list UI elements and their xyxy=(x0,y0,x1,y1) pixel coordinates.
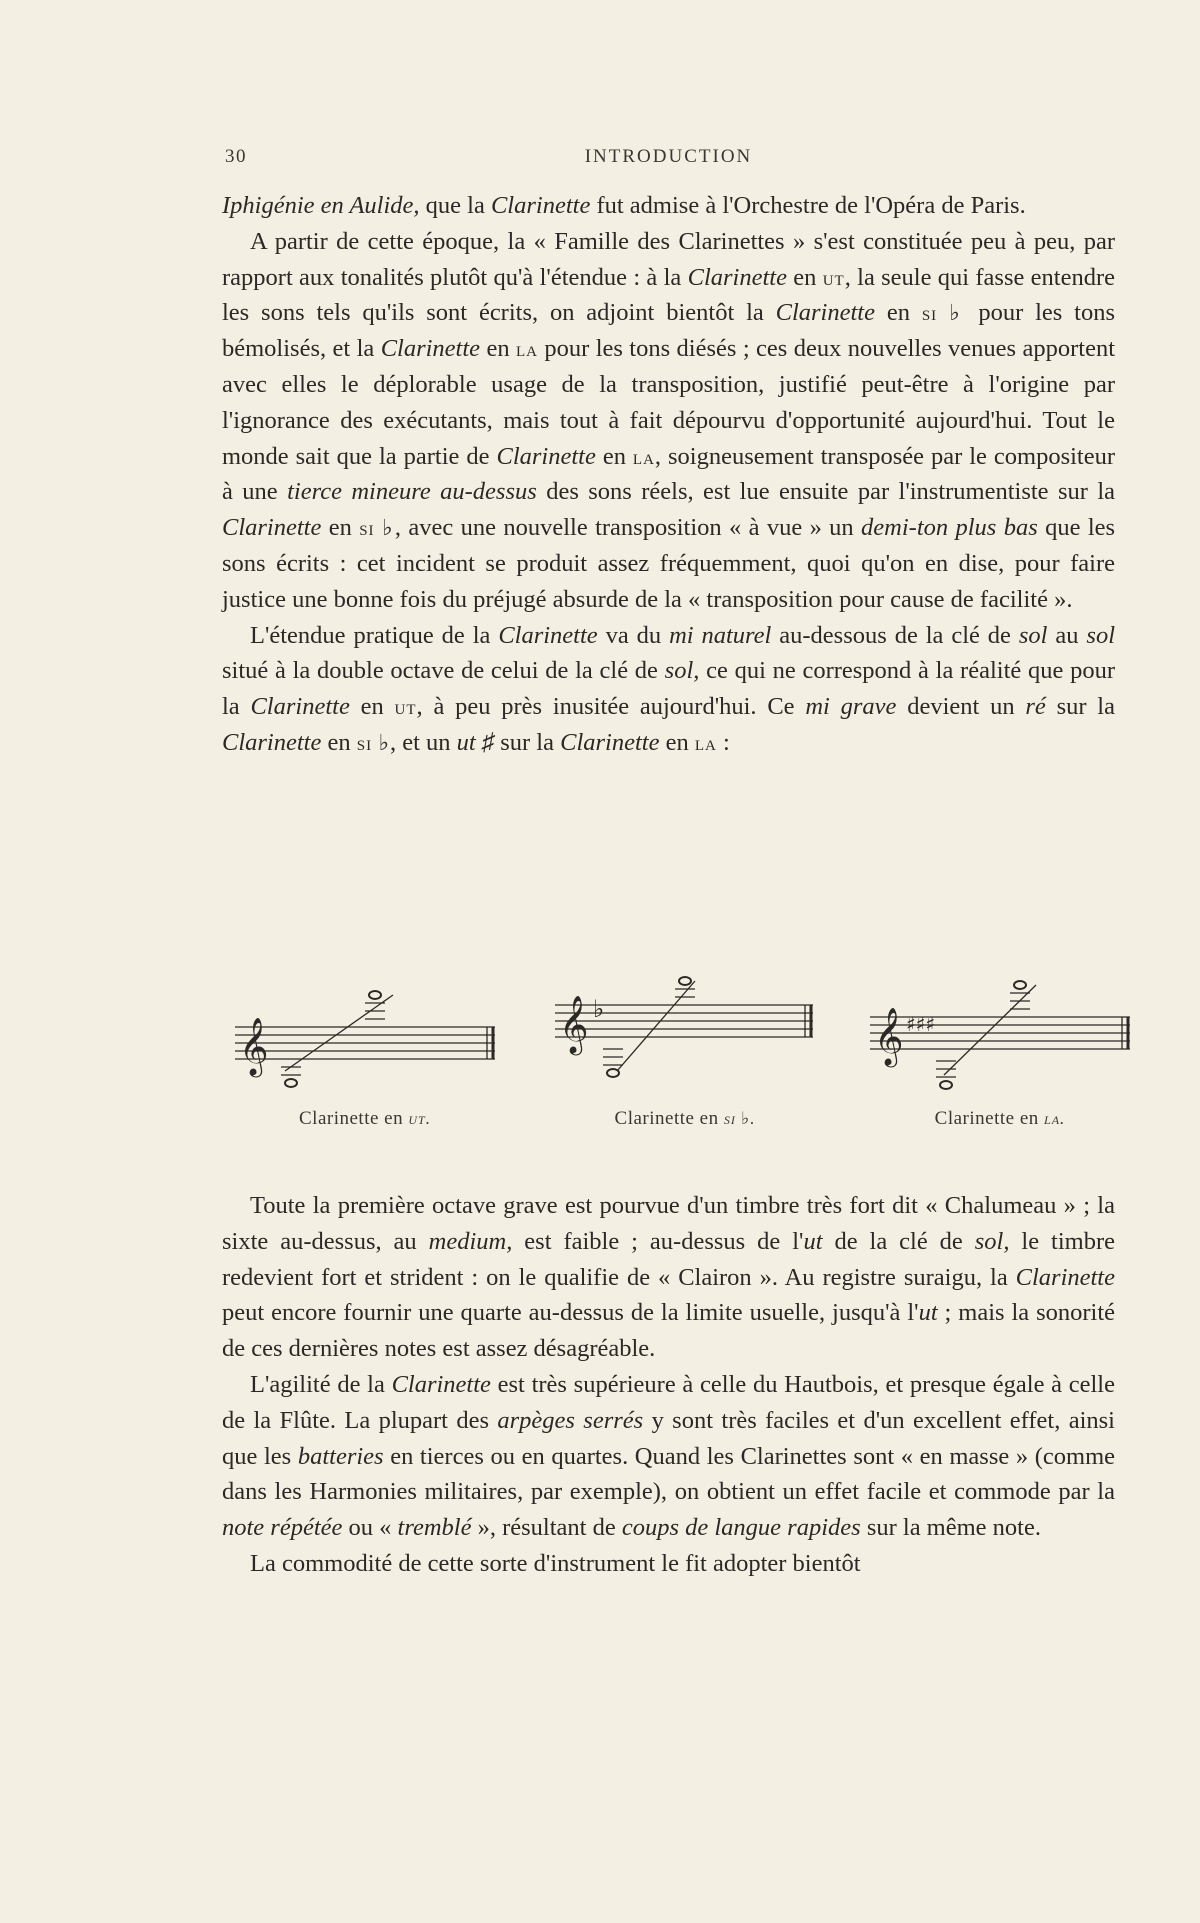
caption-la xyxy=(860,1108,1140,1130)
span: en xyxy=(349,693,395,721)
span: Clarinette en xyxy=(934,1108,1045,1129)
span: que les sons écrits : cet incident se produit assez fréquemment, quoi qu'on en dise, pour faire justice une bonne fois du préjugé absurde de la « transposition pour cause de facilité ». xyxy=(222,514,1116,613)
span: sol xyxy=(1086,621,1116,649)
paragraph-agilite xyxy=(222,1367,1115,1546)
span: la xyxy=(694,729,717,755)
span: note répétée xyxy=(222,1514,343,1542)
span: situé à la double octave de celui de la clé de xyxy=(222,657,665,685)
span: Clarinette xyxy=(498,621,598,649)
span: Clarinette xyxy=(687,263,787,291)
paragraph-commodite xyxy=(222,1546,1115,1582)
text-block-bottom xyxy=(222,1188,1115,1582)
caption-sib xyxy=(545,1108,825,1130)
paragraph-chalumeau xyxy=(222,1188,1115,1367)
running-title: INTRODUCTION xyxy=(584,146,753,167)
span: , et un xyxy=(389,728,457,756)
span: la xyxy=(632,443,655,469)
span: en xyxy=(480,335,516,363)
span: ut xyxy=(803,1227,823,1255)
span: demi-ton plus bas xyxy=(861,514,1038,542)
span: tierce mineure au-dessus xyxy=(287,478,537,506)
span: la xyxy=(515,336,538,362)
span: en xyxy=(659,728,695,756)
span: sur la xyxy=(1045,693,1115,721)
span: ut xyxy=(918,1299,938,1327)
span: sur la même note. xyxy=(860,1514,1041,1542)
span: ut ♯ xyxy=(456,728,495,756)
staff-la-icon xyxy=(860,975,1140,1105)
svg-text:𝄞: 𝄞 xyxy=(874,1007,904,1065)
span: Iphigénie en Aulide, xyxy=(222,192,420,219)
span: sol, xyxy=(974,1227,1010,1255)
span: au xyxy=(1047,621,1087,649)
span: en xyxy=(321,514,360,542)
span: Clarinette xyxy=(560,728,660,756)
span: medium, xyxy=(428,1227,513,1255)
span: au-dessous de la clé de xyxy=(771,621,1019,649)
span: est très supérieure à celle du Hautbois, et presque égale à celle de la Flûte. La plupart des xyxy=(222,1370,1115,1434)
span: ut xyxy=(822,264,845,290)
span: arpèges serrés xyxy=(497,1406,644,1434)
span: fut admise à l'Orchestre de l'Opéra de Paris. xyxy=(590,192,1026,219)
span: Clarinette xyxy=(775,299,875,327)
span: Toute la première octave grave est pourvue d'un timbre très fort dit « Chalumeau » ; la sixte au-dessus, au xyxy=(222,1192,1115,1255)
span: est faible ; au-dessus de l' xyxy=(512,1227,804,1255)
paragraph-etendue xyxy=(222,618,1115,761)
span: ré xyxy=(1025,693,1046,721)
span: A partir de cette époque, la « Famille des Clarinettes » s'est constituée peu à peu, par rapport aux tonalités plutôt qu'à l'étendue : à la xyxy=(222,227,1115,291)
span: ; mais la sonorité de ces dernières notes est assez désagréable. xyxy=(222,1299,1115,1363)
svg-text:♯♯♯: ♯♯♯ xyxy=(906,1012,936,1036)
span: en xyxy=(786,263,823,291)
figure-clarinet-ut xyxy=(225,975,505,1145)
span: Clarinette xyxy=(250,693,350,721)
span: ou « xyxy=(342,1514,398,1542)
span: en xyxy=(321,728,357,756)
span: y sont très faciles et d'un excellent effet, ainsi que les xyxy=(222,1406,1115,1470)
svg-text:𝄞: 𝄞 xyxy=(559,995,589,1053)
figure-clarinet-la xyxy=(860,975,1140,1145)
span: ut. xyxy=(408,1109,431,1128)
span: Clarinette xyxy=(222,728,322,756)
span: coups de langue rapides xyxy=(621,1514,861,1542)
span: pour les tons bémolisés, et la xyxy=(222,299,1116,363)
span: tremblé xyxy=(397,1514,472,1542)
span: des sons réels, est lue ensuite par l'instrumentiste sur la xyxy=(536,478,1116,506)
span: va du xyxy=(597,621,670,649)
span: L'agilité de la xyxy=(250,1370,392,1398)
span: Clarinette xyxy=(496,442,596,470)
span: si ♭ xyxy=(921,300,967,326)
svg-text:𝄞: 𝄞 xyxy=(239,1017,269,1075)
span: Clarinette en xyxy=(614,1108,724,1129)
paragraph-iphigenie xyxy=(222,188,1115,224)
span: : xyxy=(716,728,730,756)
span: , la seule qui fasse entendre les sons tels qu'ils sont écrits, on adjoint bientôt la xyxy=(222,263,1115,327)
staff-ut-icon xyxy=(225,975,505,1105)
staff-sib-icon xyxy=(545,975,825,1105)
span: Clarinette xyxy=(222,514,322,542)
span: sol, xyxy=(664,657,700,685)
span: La commodité de cette sorte d'instrument le fit adopter bientôt xyxy=(250,1549,861,1577)
span: ut xyxy=(394,694,417,720)
caption-ut xyxy=(225,1108,505,1130)
figure-clarinet-sib xyxy=(545,975,825,1145)
span: en xyxy=(595,442,633,470)
span: mi naturel xyxy=(669,621,772,649)
span: pour les tons diésés ; ces deux nouvelles venues apportent avec elles le déplorable usage de la transposition, justifié peut-être à l'origine par l'ignorance des exécutants, mais tout à fait dépourvu d'opportunité aujourd'hui. Tout le monde sait que la partie de xyxy=(222,335,1115,470)
span: ce qui ne correspond à la réalité que pour la xyxy=(222,657,1115,721)
span: batteries xyxy=(297,1442,384,1470)
span: sur la xyxy=(494,728,561,756)
span: Clarinette xyxy=(391,1370,491,1398)
span: mi grave xyxy=(805,693,897,721)
paragraph-famille xyxy=(222,224,1115,618)
span: si ♭ xyxy=(356,729,390,755)
span: en xyxy=(874,299,922,327)
span: si ♭ xyxy=(359,515,395,541)
span: Clarinette xyxy=(490,192,591,219)
span: , avec une nouvelle transposition « à vue » un xyxy=(394,514,862,542)
page-header xyxy=(222,146,1115,176)
span: de la clé de xyxy=(822,1227,975,1255)
clarinet-range-figures xyxy=(220,975,1120,1145)
span: la. xyxy=(1044,1109,1066,1128)
span: Clarinette xyxy=(1015,1263,1115,1291)
span: L'étendue pratique de la xyxy=(250,621,499,649)
span: Clarinette xyxy=(380,335,481,363)
span: en tierces ou en quartes. Quand les Clarinettes sont « en masse » (comme dans les Harmonies militaires, par exemple), on obtient un effet facile et commode par la xyxy=(222,1442,1115,1506)
span: », résultant de xyxy=(471,1514,622,1542)
span: , à peu près inusitée aujourd'hui. Ce xyxy=(416,693,806,721)
svg-text:♭: ♭ xyxy=(593,995,605,1023)
span: devient un xyxy=(896,693,1026,721)
span: Clarinette en xyxy=(299,1108,409,1129)
span: si ♭. xyxy=(723,1109,756,1128)
span: , soigneusement transposée par le compositeur à une xyxy=(222,442,1115,506)
span: sol xyxy=(1018,621,1048,649)
span: que la xyxy=(419,192,491,219)
span: peut encore fournir une quarte au-dessus de la limite usuelle, jusqu'à l' xyxy=(222,1299,919,1327)
text-block-top xyxy=(222,188,1115,761)
page-number: 30 xyxy=(225,146,247,167)
span: le timbre redevient fort et strident : on le qualifie de « Clairon ». Au registre suraigu, la xyxy=(222,1227,1115,1291)
